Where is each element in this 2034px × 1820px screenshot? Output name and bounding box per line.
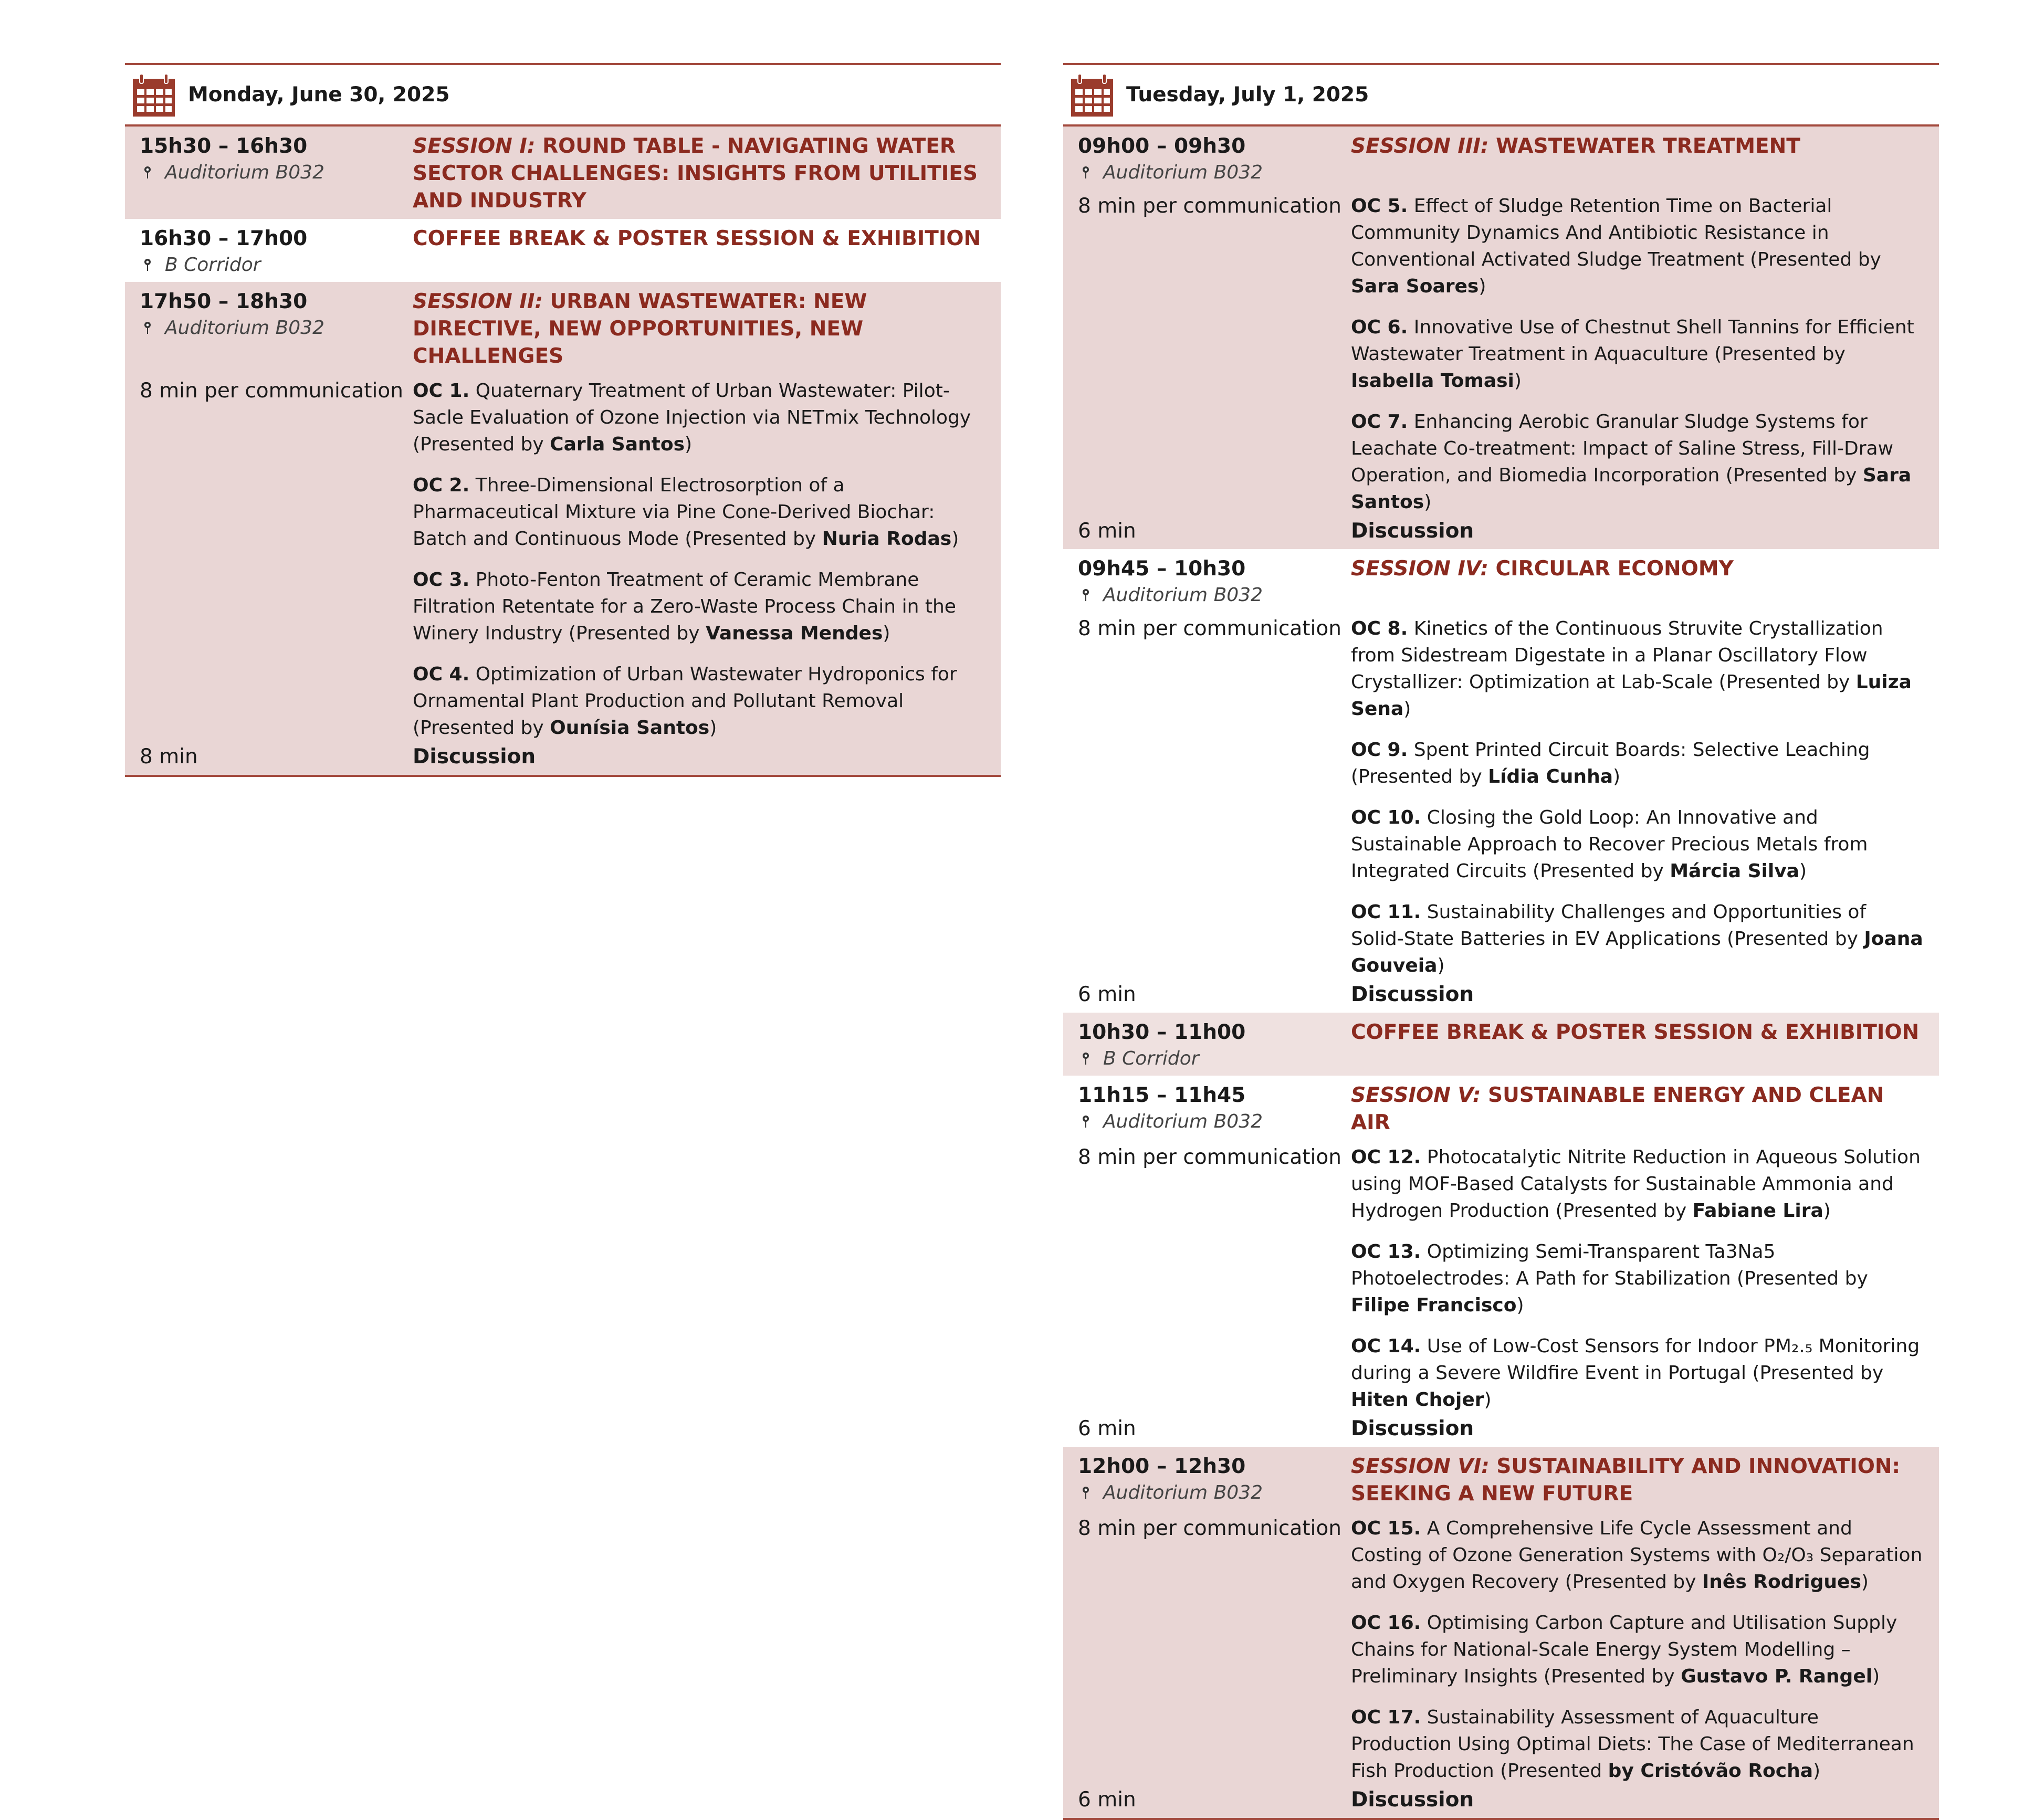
session-location xyxy=(1078,1480,1351,1506)
presenter: Isabella Tomasi xyxy=(1351,370,1514,392)
session-title xyxy=(1351,1082,1924,1137)
calendar-icon xyxy=(131,72,176,118)
location-label: Auditorium B032 xyxy=(165,162,324,183)
location-pin-icon xyxy=(143,258,152,272)
session-name: SUSTAINABLE ENERGY AND CLEAN AIR xyxy=(1351,1083,1884,1134)
discussion-time: 8 min xyxy=(140,745,198,769)
talk-code: OC 13. xyxy=(1351,1241,1421,1263)
session-block xyxy=(1063,1447,1939,1820)
session-time: 16h30 – 17h00 xyxy=(140,227,308,250)
talk-end: ) xyxy=(883,623,890,644)
presenter: by Cristóvão Rocha xyxy=(1608,1760,1813,1782)
calendar-icon xyxy=(1070,72,1115,118)
session-location xyxy=(140,160,413,185)
presenter: Gustavo P. Rangel xyxy=(1681,1666,1873,1687)
location-pin-icon xyxy=(143,166,152,180)
talk-end: ) xyxy=(1424,491,1432,513)
talk-item xyxy=(1351,1515,1924,1595)
talk-code: OC 16. xyxy=(1351,1612,1421,1634)
location-pin-icon xyxy=(1081,1115,1091,1129)
talk-code: OC 14. xyxy=(1351,1335,1421,1357)
talk-title: A Comprehensive Life Cycle Assessment and Costing of Ozone Generation Systems with O₂/O₃ Separation and Oxygen Recovery (Presented by xyxy=(1351,1518,1923,1593)
session-location xyxy=(140,253,413,278)
talk-end: ) xyxy=(1514,370,1522,392)
session-number: SESSION II: xyxy=(413,290,543,313)
session-location xyxy=(1078,1046,1351,1071)
location-label: Auditorium B032 xyxy=(165,317,324,339)
location-pin-icon xyxy=(1081,1052,1091,1066)
talk-end: ) xyxy=(1403,698,1411,720)
talk-end: ) xyxy=(1872,1666,1880,1687)
presenter: Fabiane Lira xyxy=(1692,1200,1823,1222)
session-title xyxy=(413,288,986,370)
session-number: SESSION VI: xyxy=(1351,1455,1490,1478)
session-number: SESSION V: xyxy=(1351,1083,1481,1107)
presenter: Nuria Rodas xyxy=(822,528,952,550)
presenter: Ounísia Santos xyxy=(550,717,710,739)
presenter: Márcia Silva xyxy=(1670,860,1799,882)
presenter: Sara Soares xyxy=(1351,276,1479,297)
discussion-label: Discussion xyxy=(1351,519,1474,543)
per-communication: 8 min per communication xyxy=(1078,1517,1341,1540)
talk-code: OC 2. xyxy=(413,475,470,496)
talk-title: Effect of Sludge Retention Time on Bacterial Community Dynamics And Antibiotic Resistance in Conventional Activated Sludge Treatment (Presented by xyxy=(1351,195,1881,270)
talk-end: ) xyxy=(951,528,959,550)
talk-end: ) xyxy=(1479,276,1486,297)
discussion-label: Discussion xyxy=(1351,983,1474,1006)
talk-title: Sustainability Challenges and Opportunities of Solid-State Batteries in EV Applications (Presented by xyxy=(1351,901,1867,950)
discussion-time: 6 min xyxy=(1078,983,1136,1006)
discussion-time: 6 min xyxy=(1078,1417,1136,1440)
talk-title: Photocatalytic Nitrite Reduction in Aqueous Solution using MOF-Based Catalysts for Sustainable Ammonia and Hydrogen Production (Presented by xyxy=(1351,1146,1921,1222)
talk-item xyxy=(1351,193,1924,300)
location-label: Auditorium B032 xyxy=(1103,584,1263,606)
session-name: COFFEE BREAK & POSTER SESSION & EXHIBITION xyxy=(1351,1021,1920,1044)
talk-item xyxy=(413,377,986,458)
session-location xyxy=(1078,160,1351,185)
presenter: Hiten Chojer xyxy=(1351,1389,1484,1411)
session-location xyxy=(1078,583,1351,608)
location-label: Auditorium B032 xyxy=(1103,162,1263,183)
talk-end: ) xyxy=(685,434,693,455)
talk-code: OC 1. xyxy=(413,380,470,402)
day-header xyxy=(125,63,1001,127)
discussion-time: 6 min xyxy=(1078,1788,1136,1812)
per-communication: 8 min per communication xyxy=(1078,617,1341,640)
location-label: B Corridor xyxy=(1103,1048,1199,1069)
session-location xyxy=(1078,1109,1351,1134)
session-location xyxy=(140,315,413,341)
session-block xyxy=(125,127,1001,219)
session-number: SESSION I: xyxy=(413,134,536,158)
location-label: Auditorium B032 xyxy=(1103,1482,1263,1503)
presenter: Vanessa Mendes xyxy=(706,623,883,644)
talk-code: OC 17. xyxy=(1351,1707,1421,1728)
talk-title: Use of Low-Cost Sensors for Indoor PM₂.₅ Monitoring during a Severe Wildfire Event in Portugal (Presented by xyxy=(1351,1335,1920,1384)
discussion-time: 6 min xyxy=(1078,519,1136,543)
session-name: URBAN WASTEWATER: NEW DIRECTIVE, NEW OPPORTUNITIES, NEW CHALLENGES xyxy=(413,290,867,368)
talk-title: Quaternary Treatment of Urban Wastewater: Pilot-Sacle Evaluation of Ozone Injection via NETmix Technology (Presented by xyxy=(413,380,971,455)
session-name: ROUND TABLE - NAVIGATING WATER SECTOR CHALLENGES: INSIGHTS FROM UTILITIES AND INDUSTRY xyxy=(413,134,978,213)
talk-code: OC 5. xyxy=(1351,195,1408,217)
talk-item xyxy=(1351,1704,1924,1784)
talk-item xyxy=(1351,1238,1924,1319)
per-communication: 8 min per communication xyxy=(1078,194,1341,218)
talk-code: OC 7. xyxy=(1351,411,1408,433)
session-number: SESSION III: xyxy=(1351,134,1489,158)
location-pin-icon xyxy=(1081,588,1091,602)
location-pin-icon xyxy=(1081,166,1091,180)
talk-code: OC 6. xyxy=(1351,317,1408,338)
presenter: Lídia Cunha xyxy=(1488,766,1613,787)
session-time: 11h15 – 11h45 xyxy=(1078,1083,1246,1107)
talk-title: Optimising Carbon Capture and Utilisation Supply Chains for National-Scale Energy System Modelling – Preliminary Insights (Presented by xyxy=(1351,1612,1897,1687)
talk-title: Kinetics of the Continuous Struvite Crystallization from Sidestream Digestate in a Planar Oscillatory Flow Crystallizer: Optimization at Lab-Scale (Presented by xyxy=(1351,618,1883,693)
session-block xyxy=(125,282,1001,777)
day-title: Tuesday, July 1, 2025 xyxy=(1126,83,1369,107)
presenter: Sara Santos xyxy=(1351,465,1912,513)
talk-code: OC 8. xyxy=(1351,618,1408,639)
day-tuesday xyxy=(1063,63,1939,1820)
talk-code: OC 11. xyxy=(1351,901,1421,923)
session-name: WASTEWATER TREATMENT xyxy=(1488,134,1800,158)
talk-title: Spent Printed Circuit Boards: Selective Leaching (Presented by xyxy=(1351,739,1870,787)
talk-end: ) xyxy=(1813,1760,1821,1782)
talk-code: OC 3. xyxy=(413,569,470,591)
per-communication: 8 min per communication xyxy=(140,379,403,403)
talk-code: OC 4. xyxy=(413,664,470,685)
session-time: 09h45 – 10h30 xyxy=(1078,557,1246,581)
talk-end: ) xyxy=(1484,1389,1492,1411)
talk-end: ) xyxy=(1516,1295,1524,1316)
talk-item xyxy=(1351,615,1924,722)
talk-title: Three-Dimensional Electrosorption of a Pharmaceutical Mixture via Pine Cone-Derived Biochar: Batch and Continuous Mode (Presented by xyxy=(413,475,935,550)
talk-title: Closing the Gold Loop: An Innovative and Sustainable Approach to Recover Precious Metals from Integrated Circuits (Presented by xyxy=(1351,807,1868,882)
talk-code: OC 9. xyxy=(1351,739,1408,761)
talk-end: ) xyxy=(1861,1571,1869,1593)
talk-code: OC 15. xyxy=(1351,1518,1421,1539)
day-header xyxy=(1063,63,1939,127)
talk-item xyxy=(1351,804,1924,885)
session-name: CIRCULAR ECONOMY xyxy=(1488,557,1734,581)
talk-code: OC 10. xyxy=(1351,807,1421,828)
break-block xyxy=(1063,1013,1939,1076)
talk-item xyxy=(1351,408,1924,516)
presenter: Filipe Francisco xyxy=(1351,1295,1517,1316)
presenter: Joana Gouveia xyxy=(1351,928,1923,976)
session-block xyxy=(1063,1076,1939,1447)
talk-item xyxy=(413,661,986,741)
session-time: 09h00 – 09h30 xyxy=(1078,134,1246,158)
presenter: Carla Santos xyxy=(550,434,685,455)
session-title xyxy=(1351,1019,1924,1046)
session-number: SESSION IV: xyxy=(1351,557,1488,581)
talk-end: ) xyxy=(1799,860,1807,882)
talk-end: ) xyxy=(1437,955,1445,976)
talk-item xyxy=(1351,737,1924,790)
talk-item xyxy=(1351,899,1924,979)
location-pin-icon xyxy=(143,321,152,335)
location-label: Auditorium B032 xyxy=(1103,1111,1263,1132)
session-name: COFFEE BREAK & POSTER SESSION & EXHIBITION xyxy=(413,227,981,250)
talk-title: Sustainability Assessment of Aquaculture Production Using Optimal Diets: The Case of Mediterranean Fish Production (Presented xyxy=(1351,1707,1914,1782)
talk-end: ) xyxy=(709,717,717,739)
session-time: 10h30 – 11h00 xyxy=(1078,1021,1246,1044)
talk-end: ) xyxy=(1613,766,1621,787)
discussion-label: Discussion xyxy=(413,745,536,769)
per-communication: 8 min per communication xyxy=(1078,1145,1341,1169)
discussion-label: Discussion xyxy=(1351,1417,1474,1440)
location-pin-icon xyxy=(1081,1486,1091,1500)
talk-title: Optimization of Urban Wastewater Hydroponics for Ornamental Plant Production and Pollutant Removal (Presented by xyxy=(413,664,957,739)
session-title xyxy=(1351,133,1924,160)
session-time: 12h00 – 12h30 xyxy=(1078,1455,1246,1478)
talk-item xyxy=(413,566,986,647)
session-title xyxy=(413,133,986,215)
day-monday xyxy=(125,63,1001,777)
talk-item xyxy=(1351,314,1924,394)
session-time: 15h30 – 16h30 xyxy=(140,134,308,158)
talk-title: Enhancing Aerobic Granular Sludge Systems for Leachate Co-treatment: Impact of Saline Stress, Fill-Draw Operation, and Biomedia Incorporation (Presented by xyxy=(1351,411,1894,486)
session-time: 17h50 – 18h30 xyxy=(140,290,308,313)
talk-code: OC 12. xyxy=(1351,1146,1421,1168)
session-block xyxy=(1063,549,1939,1013)
talk-title: Optimizing Semi-Transparent Ta3Na5 Photoelectrodes: A Path for Stabilization (Presented by xyxy=(1351,1241,1868,1289)
talk-title: Innovative Use of Chestnut Shell Tannins for Efficient Wastewater Treatment in Aquaculture (Presented by xyxy=(1351,317,1914,365)
location-label: B Corridor xyxy=(165,254,261,276)
presenter: Luiza Sena xyxy=(1351,671,1912,720)
session-title xyxy=(413,225,986,253)
talk-end: ) xyxy=(1823,1200,1831,1222)
day-title: Monday, June 30, 2025 xyxy=(188,83,450,107)
session-title xyxy=(1351,1453,1924,1508)
break-block xyxy=(125,219,1001,282)
talk-item xyxy=(1351,1609,1924,1690)
talk-item xyxy=(413,472,986,552)
discussion-label: Discussion xyxy=(1351,1788,1474,1812)
session-title xyxy=(1351,555,1924,583)
session-block xyxy=(1063,127,1939,549)
talk-title: Photo-Fenton Treatment of Ceramic Membrane Filtration Retentate for a Zero-Waste Process Chain in the Winery Industry (Presented by xyxy=(413,569,956,644)
session-name: SUSTAINABILITY AND INNOVATION: SEEKING A NEW FUTURE xyxy=(1351,1455,1901,1506)
presenter: Inês Rodrigues xyxy=(1702,1571,1861,1593)
talk-item xyxy=(1351,1333,1924,1413)
talk-item xyxy=(1351,1144,1924,1224)
